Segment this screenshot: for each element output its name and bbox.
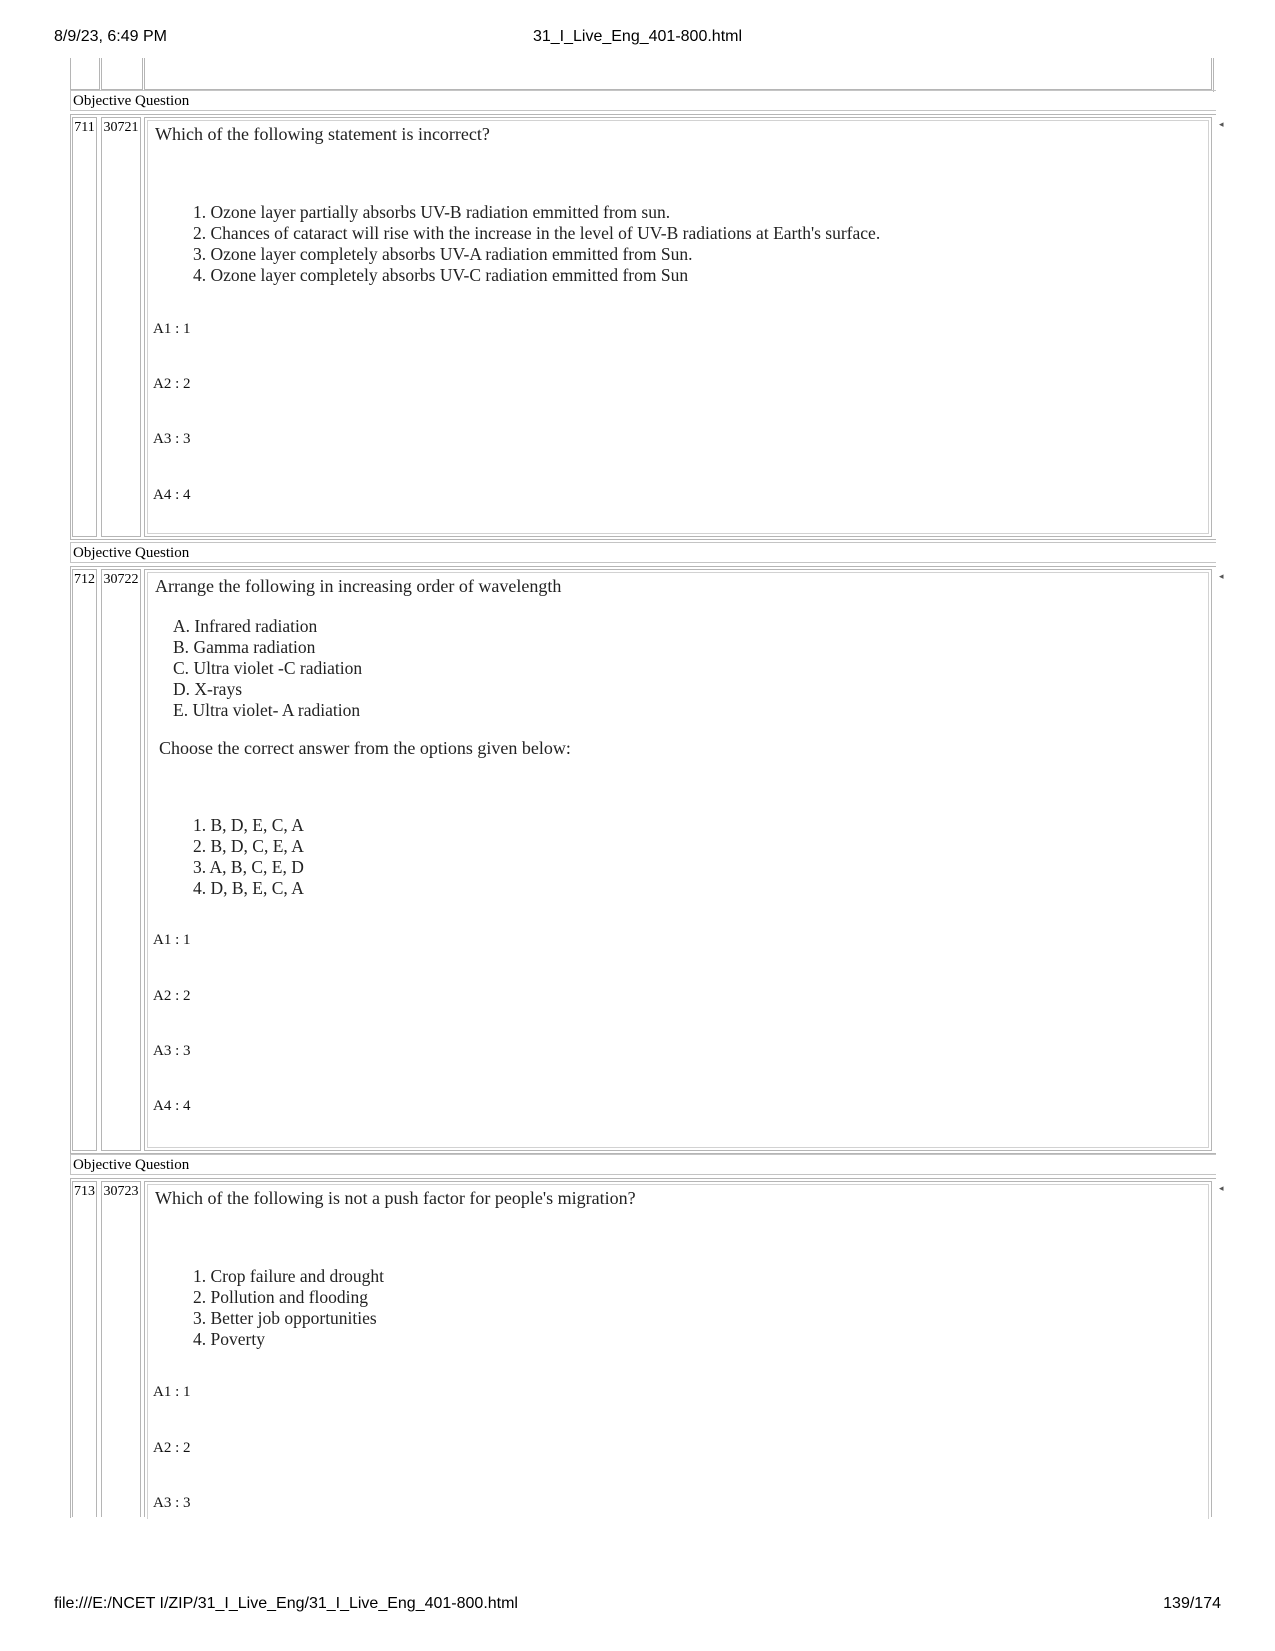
item-entry: A. Infrared radiation [173, 616, 362, 637]
answer-label-a2: A2 : 2 [153, 1440, 191, 1456]
question-number: 712 [72, 569, 97, 1151]
item-entry: C. Ultra violet -C radiation [173, 658, 362, 679]
print-header-datetime: 8/9/23, 6:49 PM [54, 28, 167, 45]
option-list [193, 815, 304, 899]
answer-label-a3: A3 : 3 [153, 1495, 191, 1511]
question-content [144, 117, 1212, 537]
clipped-edge-icon: ◂ [1219, 572, 1224, 582]
question-id: 30723 [101, 1181, 141, 1517]
question-stem: Arrange the following in increasing order of wavelength [155, 576, 562, 596]
answer-label-a4: A4 : 4 [153, 1098, 191, 1114]
option-item: 1. Crop failure and drought [193, 1266, 384, 1287]
option-item: 3. Ozone layer completely absorbs UV-A radiation emmitted from Sun. [193, 244, 880, 265]
question-instruction: Choose the correct answer from the options given below: [159, 738, 571, 758]
question-type-label: Objective Question [70, 1154, 1216, 1175]
answer-label-a4: A4 : 4 [153, 487, 191, 503]
item-list [173, 616, 362, 721]
answer-label-a3: A3 : 3 [153, 1043, 191, 1059]
answer-label-a2: A2 : 2 [153, 376, 191, 392]
table-right-border [1213, 58, 1214, 92]
answer-label-a2: A2 : 2 [153, 988, 191, 1004]
question-block-711 [70, 90, 1224, 540]
question-type-label: Objective Question [70, 90, 1216, 111]
question-block-713 [70, 1154, 1224, 1514]
question-type-label: Objective Question [70, 542, 1216, 563]
answer-label-a1: A1 : 1 [153, 1384, 191, 1400]
option-item: 1. Ozone layer partially absorbs UV-B radiation emmitted from sun. [193, 202, 880, 223]
option-item: 4. Ozone layer completely absorbs UV-C radiation emmitted from Sun [193, 265, 880, 286]
question-id: 30722 [101, 569, 141, 1151]
question-stem: Which of the following statement is incorrect? [155, 124, 490, 144]
fragment-number-cell [70, 58, 100, 90]
option-item: 4. D, B, E, C, A [193, 878, 304, 899]
option-item: 4. Poverty [193, 1329, 384, 1350]
answer-label-a1: A1 : 1 [153, 932, 191, 948]
item-entry: E. Ultra violet- A radiation [173, 700, 362, 721]
clipped-edge-icon: ◂ [1219, 120, 1224, 130]
clipped-edge-icon: ◂ [1219, 1184, 1224, 1194]
option-item: 3. A, B, C, E, D [193, 857, 304, 878]
answer-label-a3: A3 : 3 [153, 431, 191, 447]
option-item: 3. Better job opportunities [193, 1308, 384, 1329]
question-content-frame [147, 1184, 1209, 1519]
print-footer-page-number: 139/174 [1163, 1595, 1221, 1612]
item-entry: D. X-rays [173, 679, 362, 700]
previous-question-fragment [70, 60, 1216, 92]
question-id: 30721 [101, 117, 141, 537]
question-content [144, 1181, 1212, 1517]
option-list [193, 1266, 384, 1350]
question-number: 713 [72, 1181, 97, 1517]
question-block-712 [70, 542, 1224, 1154]
option-item: 2. B, D, C, E, A [193, 836, 304, 857]
question-content [144, 569, 1212, 1151]
option-item: 1. B, D, E, C, A [193, 815, 304, 836]
question-number: 711 [72, 117, 97, 537]
option-item: 2. Pollution and flooding [193, 1287, 384, 1308]
item-entry: B. Gamma radiation [173, 637, 362, 658]
question-stem: Which of the following is not a push factor for people's migration? [155, 1188, 636, 1208]
fragment-content-cell [144, 58, 1212, 90]
option-list [193, 202, 880, 286]
option-item: 2. Chances of cataract will rise with the increase in the level of UV-B radiations at Earth's surface. [193, 223, 880, 244]
question-content-frame [147, 120, 1209, 534]
print-header-title: 31_I_Live_Eng_401-800.html [532, 28, 743, 45]
answer-label-a1: A1 : 1 [153, 321, 191, 337]
fragment-id-cell [101, 58, 143, 90]
print-footer-path: file:///E:/NCET I/ZIP/31_I_Live_Eng/31_I_Live_Eng_401-800.html [54, 1595, 518, 1612]
